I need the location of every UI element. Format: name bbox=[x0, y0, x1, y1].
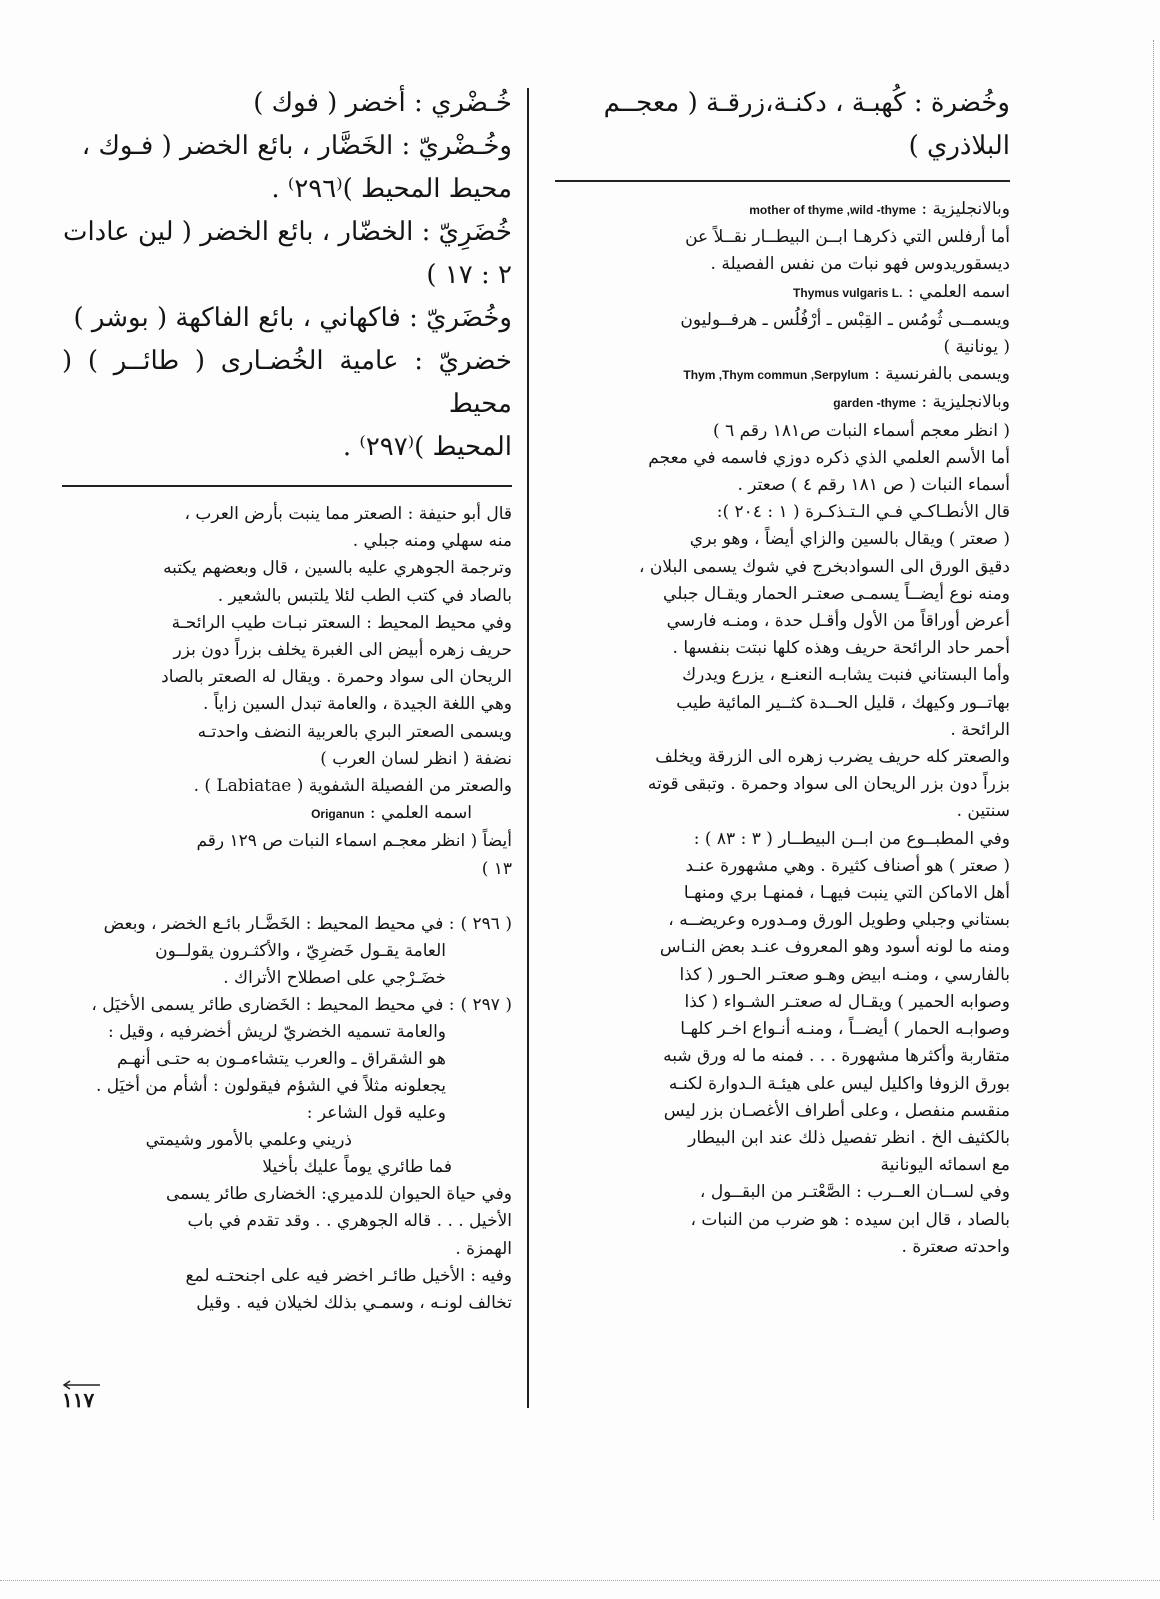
heading-line: وخُـضْريّ : الخَضَّار ، بائع الخضر ( فـوك ، bbox=[81, 131, 512, 161]
english-label: وبالانجليزية : bbox=[921, 199, 1010, 219]
text-line: منه سهلي ومنه جبلي . bbox=[352, 531, 512, 552]
footnote-line bbox=[62, 992, 512, 1019]
poem-line: فما طائري يوماً عليك بأخيلا bbox=[262, 1157, 452, 1178]
text-line: وفي محيط المحيط : السعتر نبـات طيب الرائحـة bbox=[171, 612, 512, 633]
text-line: والصعتر كله حريف يضرب زهره الى الزرقة ويخلف bbox=[655, 747, 1010, 768]
heading-line: خضريّ : عامية الخُضـارى ( طائــر ) ( محيط bbox=[62, 346, 512, 419]
heading-line: خُـضْري : أخضر ( فوك ) bbox=[253, 88, 512, 118]
text-line: ( يونانية ) bbox=[943, 337, 1010, 358]
footnote-line: يجعلونه مثلاً في الشؤم فيقولون : أشأم من أخيَل . bbox=[95, 1075, 446, 1096]
english-label: وبالانجليزية : bbox=[921, 392, 1010, 413]
footnote-number: ( ٢٩٧ ) bbox=[460, 994, 512, 1015]
text-line: دقيق الورق الى السوادبخرج في شوك يسمى البلان ، bbox=[639, 556, 1010, 577]
scientific-label: اسمه العلمي : bbox=[907, 281, 1010, 302]
footnote bbox=[62, 992, 512, 1127]
text-line: الريحان الى سواد وحمرة . ويقال له الصعتر بالصاد bbox=[161, 667, 512, 688]
text-line: بستاني وجبلي وطويل الورق ومـدوره وعريضــه ، bbox=[668, 910, 1010, 931]
text-line: بالصاد في كتب الطب لئلا يلتبس بالشعير . bbox=[217, 585, 512, 606]
text-line: أما الأسم العلمي الذي ذكره دوزي فاسمه في معجم bbox=[648, 447, 1010, 468]
text-line: أحمر حاد الرائحة حريف وهذه كلها نبتت بنفسها . bbox=[672, 638, 1010, 659]
text-line: الأخيل . . . قاله الجوهري . . وقد تقدم في باب bbox=[187, 1211, 512, 1232]
french-value: Thym ,Thym commun ,Serpylum bbox=[683, 368, 869, 383]
poem bbox=[62, 1127, 512, 1181]
text-line: ومنه ما لونه أسود وهو المعروف عنـد بعض النـاس bbox=[659, 937, 1010, 958]
left-tail bbox=[62, 1181, 512, 1317]
heading-line: ٢ : ١٧ ) bbox=[426, 260, 512, 290]
text-line: متقاربة وأكثرها مشهورة . . . فمنه ما له ورق شبه bbox=[663, 1046, 1010, 1067]
text-line: وترجمة الجوهري عليه بالسين ، قال وبعضهم يكتبه bbox=[163, 558, 512, 579]
text-line: وفي المطبــوع من ابــن البيطــار ( ٣ : ٨٣ ) : bbox=[693, 828, 1010, 849]
text-line: قال أبو حنيفة : الصعتر مما ينبت بأرض العرب ، bbox=[184, 504, 512, 524]
heading-line: البلاذري ) bbox=[908, 131, 1010, 161]
poem-line: ذريني وعلمي بالأمور وشيمتي bbox=[145, 1129, 352, 1150]
right-heading bbox=[555, 82, 1010, 168]
text-line: بزراً دون بزر الريحان الى سواد وحمرة . وتبقى قوته bbox=[647, 774, 1010, 795]
footnote bbox=[62, 911, 512, 992]
scientific-label: اسمه العلمي : bbox=[369, 803, 472, 824]
text-line: أعرض أوراقاً من الأول وأقـل حدة ، ومنـه فارسي bbox=[666, 611, 1010, 632]
text-line: ومنه نوع أيضــاً يسمـى صعتـر الحمار ويقـال جبلي bbox=[663, 583, 1010, 604]
section-rule bbox=[62, 485, 512, 487]
english-value: mother of thyme ,wild -thyme bbox=[749, 203, 916, 217]
scientific-name-row bbox=[555, 279, 1010, 307]
text-line: الرائحة . bbox=[950, 719, 1010, 740]
scientific-value: Thymus vulgaris L. bbox=[793, 285, 903, 300]
text-line: مع اسمائه اليونانية bbox=[880, 1155, 1010, 1176]
text-line: ديسقوريدوس فهو نبات من نفس الفصيلة . bbox=[710, 254, 1010, 275]
text-line: ( انظر معجم أسماء النبات ص١٨١ رقم ٦ ) bbox=[713, 420, 1010, 441]
text-line: تخالف لونـه ، وسمـي بذلك لخيلان فيه . وقيل bbox=[196, 1293, 512, 1314]
text-line: أما أرفلس التي ذكرهـا ابــن البيطــار نقــلاً عن bbox=[685, 227, 1010, 248]
text-line: سنتين . bbox=[956, 801, 1010, 822]
scan-edge-noise bbox=[1147, 40, 1154, 1520]
text-line: وفيه : الأخيل طائـر اخضر فيه على اجنحتـه لمع bbox=[185, 1265, 512, 1286]
page-number: ١١٧ bbox=[62, 1388, 95, 1412]
text-line: أهل الاماكن التي ينبت فيهـا ، فمنهـا بري ومنهـا bbox=[683, 883, 1010, 904]
text-line: وصوابـه الحمار ) أيضــاً ، ومنـه أنـواع اخـر كلهـا bbox=[680, 1019, 1010, 1040]
footnote-text: : في محيط المحيط : الخَضارى طائر يسمى الأخيَل ، bbox=[91, 994, 455, 1015]
english-value: garden -thyme bbox=[833, 396, 916, 411]
footnote-line: وعليه قول الشاعر : bbox=[306, 1102, 446, 1123]
text-line: بالصاد ، قال ابن سيده : هو ضرب من النبات ، bbox=[690, 1209, 1010, 1230]
heading-line: خُضَرِيّ : الخضّار ، بائع الخضر ( لين عادات bbox=[62, 217, 512, 247]
footnote-text: : في محيط المحيط : الخَضَّـار بائـع الخضر ، وبعض bbox=[103, 913, 455, 934]
right-column bbox=[555, 82, 1010, 1261]
footnote-line: هو الشقراق ـ والعرب يتشاءمـون به حتـى أنهـم bbox=[117, 1048, 446, 1069]
text-line: أسماء النبات ( ص ١٨١ رقم ٤ ) صعتر . bbox=[737, 475, 1010, 496]
heading-line: محيط المحيط )⁽٢٩٦⁾ . bbox=[271, 174, 512, 204]
footnotes bbox=[62, 911, 512, 1127]
scan-bottom-noise bbox=[0, 1580, 1160, 1581]
text-line: نضفة ( انظر لسان العرب ) bbox=[320, 748, 512, 769]
heading-line: المحيط )⁽٢٩٧⁾ . bbox=[342, 432, 512, 462]
text-line: ويسمــى ثُومُس ـ القِبْس ـ أرْفُلُس ـ هرفــوليون bbox=[680, 309, 1010, 330]
footnote-line: خضَـرْجي على اصطلاح الأتراك . bbox=[223, 967, 446, 988]
text-line: بورق الزوفا واكليل ليس على هيئـة الـدوارة لكنـه bbox=[668, 1073, 1010, 1094]
text-line: بالكثيف الخ . انظر تفصيل ذلك عند ابن البيطار bbox=[688, 1127, 1010, 1148]
scientific-value: Origanun bbox=[311, 807, 365, 822]
left-body-2 bbox=[62, 828, 512, 882]
heading-line: وخُضرة : كُهبـة ، دكنـة،زرقـة ( معجــم bbox=[603, 88, 1010, 118]
french-name-row bbox=[555, 361, 1010, 389]
text-line: والصعتر من الفصيلة الشفوية ( Labiatae ) . bbox=[193, 776, 512, 797]
footnote-line bbox=[62, 911, 512, 938]
text-line: بالفارسي ، ومنـه ابيض وهـو صعتـر الحـور ( كذا bbox=[679, 964, 1010, 985]
text-line: ( صعتر ) ويقال بالسين والزاي أيضاً ، وهو بري bbox=[689, 529, 1010, 550]
text-line: بهاتــور وكيهك ، قليل الحــدة كثــير المائية طيب bbox=[676, 692, 1010, 713]
text-line: منقسم منفصل ، وعلى أطراف الأغصـان بزر ليس bbox=[663, 1100, 1010, 1121]
footnote-line: العامة يقـول خَضرِيّ ، والأكثـرون يقولــون bbox=[155, 940, 446, 961]
left-heading bbox=[62, 82, 512, 469]
column-divider bbox=[527, 88, 529, 1408]
text-line: حريف زهره أبيض الى الغبرة يخلف بزراً دون بزر bbox=[173, 640, 512, 661]
text-line: ( صعتر ) هو أصناف كثيرة . وهي مشهورة عنـد bbox=[685, 855, 1010, 876]
text-line: ويسمى الصعتر البري بالعربية النضف واحدتـه bbox=[197, 721, 512, 742]
right-body bbox=[555, 418, 1010, 1261]
french-label: ويسمى بالفرنسية : bbox=[874, 364, 1010, 385]
left-column bbox=[62, 82, 512, 1317]
scientific-name-row bbox=[62, 800, 512, 828]
text-line: وهي اللغة الجيدة ، والعامة تبدل السين زاياً . bbox=[203, 694, 512, 715]
text-line: قال الأنطـاكـي فـي الـتـذكـرة ( ١ : ٢٠٤ ): bbox=[716, 502, 1010, 523]
text-line: وصوابه الحمير ) ويقـال له صعتـر الشـواء ( كذا bbox=[684, 991, 1010, 1012]
text-line: وفي لســان العــرب : الصَّعْتـر من البقــول ، bbox=[699, 1182, 1010, 1203]
english-name-row bbox=[555, 196, 1010, 224]
text-line: واحدته صعترة . bbox=[901, 1236, 1010, 1257]
english-name-row bbox=[555, 389, 1010, 417]
section-rule bbox=[555, 180, 1010, 182]
text-line: وفي حياة الحيوان للدميري: الخضارى طائر يسمى bbox=[165, 1184, 512, 1205]
text-line: وأما البستاني فنبت يشابـه النعنـع ، يزرع ويدرك bbox=[682, 665, 1010, 686]
footnote-number: ( ٢٩٦ ) bbox=[460, 913, 512, 934]
text-line: الهمزة . bbox=[455, 1238, 512, 1259]
heading-line: وخُضَريّ : فاكهاني ، بائع الفاكهة ( بوشر ) bbox=[73, 303, 512, 333]
text-line: أيضاً ( انظر معجـم اسماء النبات ص ١٢٩ رقم bbox=[196, 831, 512, 852]
footnote-line: والعامة تسميه الخضريّ لريش أخضرفيه ، وقيل : bbox=[107, 1021, 446, 1042]
text-line: ١٣ ) bbox=[481, 858, 512, 879]
left-body bbox=[62, 501, 512, 800]
